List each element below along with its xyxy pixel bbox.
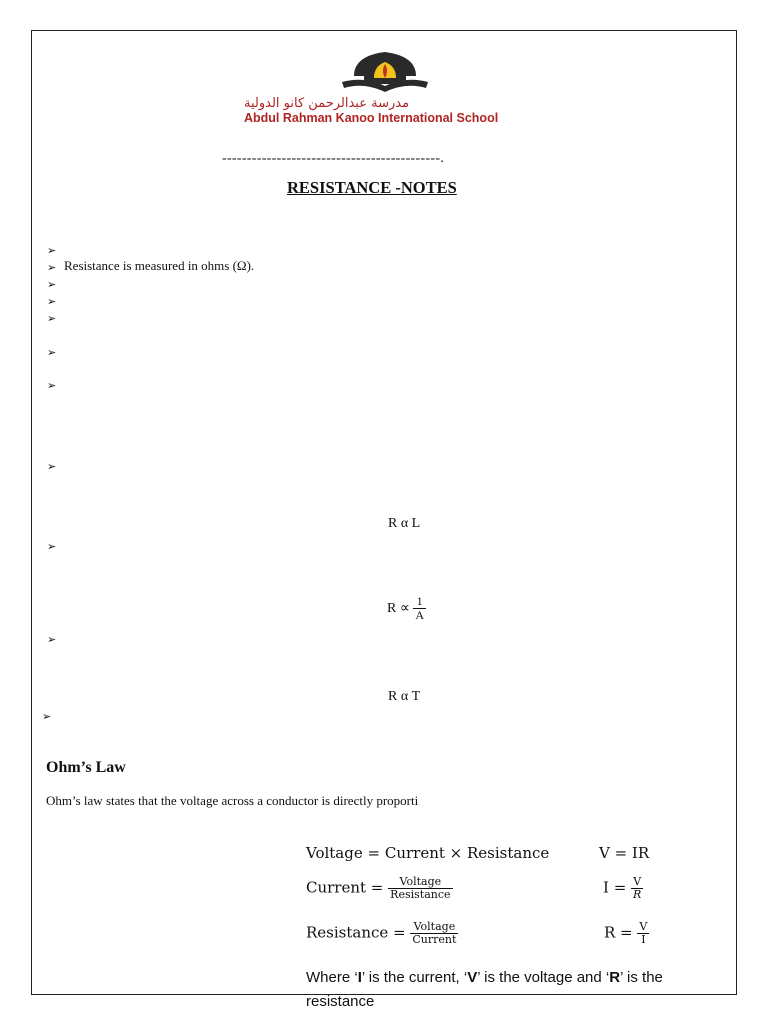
school-name-arabic: مدرسة عبدالرحمن كانو الدولية: [244, 96, 410, 111]
equation-voltage: Voltage = Current × Resistance: [306, 844, 550, 862]
bullet-arrow: ➢: [47, 346, 57, 359]
equation-current: [306, 876, 453, 901]
fraction-numerator: Voltage: [413, 920, 456, 933]
divider-dashes: --------------------------------------------.: [222, 151, 445, 166]
ohms-law-heading: Ohm’s Law: [46, 759, 126, 776]
caption-symbol-i: I: [357, 969, 362, 986]
page-title: RESISTANCE -NOTES: [287, 178, 457, 197]
ohms-law-caption: [306, 969, 663, 986]
school-name-english: Abdul Rahman Kanoo International School: [244, 111, 499, 125]
caption-part: ’ is the: [620, 969, 663, 986]
bullet-arrow: ➢: [47, 244, 57, 257]
bullet-arrow: ➢: [47, 261, 57, 274]
fraction-denominator: Current: [412, 933, 457, 947]
bullet-arrow: ➢: [47, 379, 57, 392]
equation-current-fraction: [388, 876, 452, 901]
bullet-arrow: ➢: [47, 295, 57, 308]
fraction-denominator: Resistance: [390, 888, 451, 902]
bullet-arrow: ➢: [47, 460, 57, 473]
equation-resistance-lhs: Resistance =: [306, 923, 406, 942]
equation-i: [603, 876, 643, 901]
equation-i-fraction: [631, 876, 643, 901]
relation-area: [387, 595, 426, 622]
ohms-law-statement: Ohm’s law states that the voltage across a conductor is directly proporti: [46, 793, 419, 808]
equation-r-lhs: R =: [604, 923, 633, 942]
fraction-numerator: 1: [416, 594, 423, 608]
equation-v-ir: V = IR: [599, 844, 650, 862]
caption-symbol-v: V: [467, 969, 478, 986]
fraction-numerator: V: [639, 920, 648, 933]
bullet-arrow: ➢: [47, 278, 57, 291]
relation-area-fraction: [413, 595, 426, 622]
equation-i-lhs: I =: [603, 878, 627, 897]
equation-r: [604, 921, 649, 946]
caption-symbol-r: R: [609, 969, 621, 986]
relation-area-lhs: R ∝: [387, 600, 410, 616]
fraction-numerator: Voltage: [399, 875, 442, 888]
fraction-denominator: R: [633, 888, 642, 902]
caption-part: ’ is the voltage and ‘: [477, 969, 610, 986]
caption-part: ’ is the current, ‘: [361, 969, 468, 986]
fraction-denominator: I: [637, 933, 649, 946]
bullet-arrow: ➢: [47, 633, 57, 646]
bullet-arrow: ➢: [42, 710, 52, 723]
fraction-numerator: V: [633, 875, 642, 888]
fraction-denominator: A: [415, 608, 425, 623]
relation-temperature: R α T: [388, 689, 421, 704]
equation-resistance-fraction: [410, 921, 458, 946]
equation-resistance: [306, 921, 458, 946]
equation-r-fraction: [637, 921, 649, 946]
bullet-arrow: ➢: [47, 312, 57, 325]
bullet-measured-text: Resistance is measured in ohms (Ω).: [64, 258, 255, 273]
caption-part: Where ‘: [306, 969, 358, 986]
equation-current-lhs: Current =: [306, 878, 384, 897]
ohms-law-caption-line2: resistance: [306, 993, 375, 1010]
relation-length: R α L: [388, 516, 421, 531]
bullet-arrow: ➢: [47, 540, 57, 553]
